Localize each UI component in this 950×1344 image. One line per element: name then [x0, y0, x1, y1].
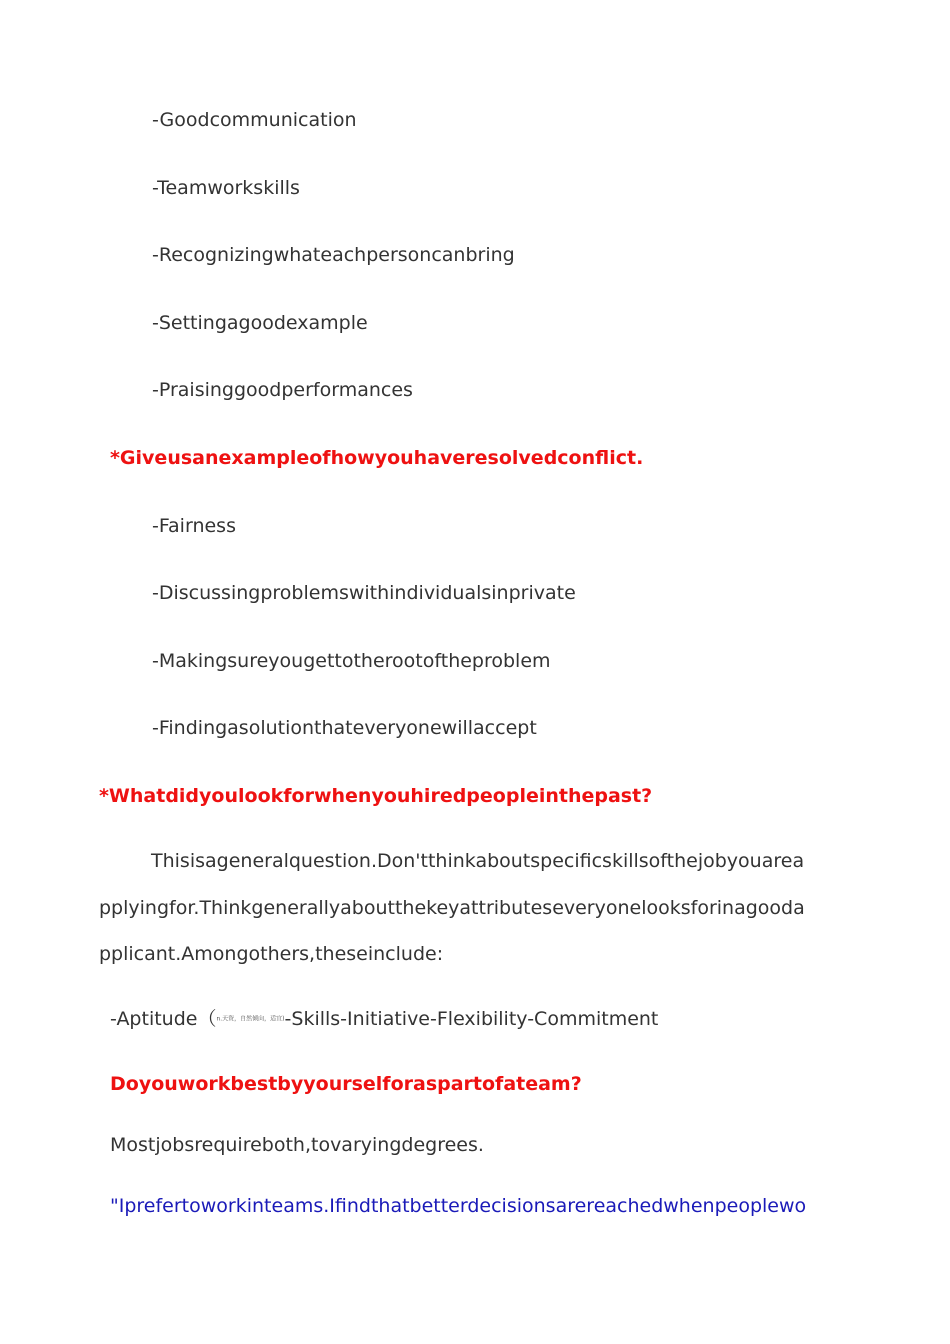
question-team-heading: Doyouworkbestbyyourselforaspartofateam? — [110, 1073, 582, 1095]
attribute-rest: -Skills-Initiative-Flexibility-Commitment — [284, 1008, 659, 1030]
hiring-paragraph-line-2: pplyingfor.Thinkgenerallyaboutthekeyattributeseveryonelooksforinagooda — [99, 897, 805, 919]
hiring-paragraph-line-3: pplicant.Amongothers,theseinclude: — [99, 943, 444, 965]
team-answer-text: Mostjobsrequireboth,tovaryingdegrees. — [110, 1134, 484, 1156]
hiring-paragraph-line-1: Thisisageneralquestion.Don'tthinkaboutspecificskillsofthejobyouarea — [151, 850, 805, 872]
bullet-discussing-problems: -Discussingproblemswithindividualsinprivate — [152, 582, 576, 604]
attribute-aptitude: -Aptitude（ — [110, 1008, 217, 1030]
team-quote-text: "Iprefertoworkinteams.Ifindthatbetterdecisionsarereachedwhenpeoplewo — [110, 1195, 807, 1217]
bullet-teamwork-skills: -Teamworkskills — [152, 177, 300, 199]
bullet-praising: -Praisinggoodperformances — [152, 379, 413, 401]
bullet-setting-example: -Settingagoodexample — [152, 312, 368, 334]
bullet-good-communication: -Goodcommunication — [152, 109, 357, 131]
bullet-finding-solution: -Findingasolutionthateveryonewillaccept — [152, 717, 537, 739]
aptitude-definition-note: n.天资，自然倾向，适宜) — [216, 1015, 285, 1023]
bullet-recognizing: -Recognizingwhateachpersoncanbring — [152, 244, 515, 266]
bullet-root-of-problem: -Makingsureyougettotherootoftheproblem — [152, 650, 551, 672]
bullet-fairness: -Fairness — [152, 515, 236, 537]
question-conflict-heading: *Giveusanexampleofhowyouhaveresolvedconflict. — [110, 447, 644, 469]
question-hiring-heading: *Whatdidyoulookforwhenyouhiredpeopleinthepast? — [99, 785, 653, 807]
attributes-list — [110, 1007, 658, 1032]
